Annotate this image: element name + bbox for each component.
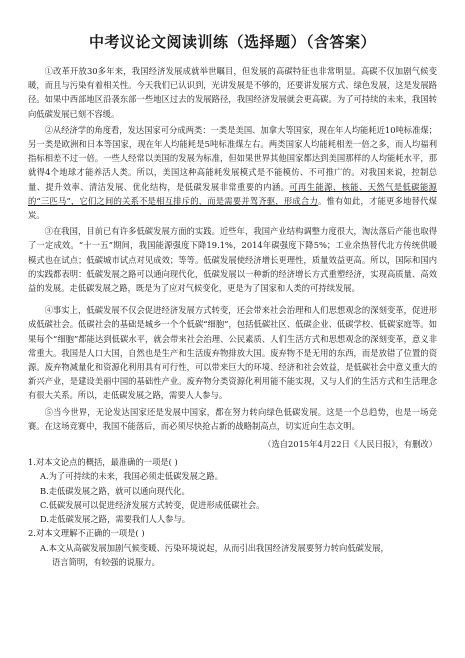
question-1-option-a: A.为了可持续的未来，我国必须走低碳发展之路。	[40, 471, 223, 482]
paragraph-2	[28, 123, 437, 222]
question-1-option-d: D.走低碳发展之路，需要我们人人参与。	[40, 514, 191, 525]
source-citation: （选自2015年4月22日《人民日报》，有删改）	[263, 439, 437, 450]
paragraph-2-text: ②从经济学的角度看，发达国家可分成两类：一类是美国、加拿大等国家，现在年人均能耗近10吨标准煤；另一类是欧洲和日本等国家，现在年人均能耗是5吨标准煤左右。两类国家人均能耗相差一倍之多，而人均福利指标相差不过一倍。一些人经常以美国的发展为标准，但如果世界其他国家都达到美国那样的人均能耗水平，那就得4个地球才能养活人类。所以，美国这种高能耗发展模式是不能模仿、不可推广的。对我国来说，控制总量、提升效率、清洁发展、优化结构，是低碳发展非常重要的内涵。	[28, 124, 437, 192]
question-1-option-b: B.走低碳发展之路，就可以通向现代化。	[40, 485, 190, 496]
question-2-option-a-continued: 语言简明，有较强的说服力。	[52, 556, 160, 567]
document-title: 中考议论文阅读训练（选择题）（含答案）	[88, 33, 376, 51]
question-2-option-a: A.本文从高碳发展加剧气候变暖、污染环境说起，从而引出我国经济发展要努力转向低碳发展，	[40, 542, 389, 553]
paragraph-4: ④事实上，低碳发展不仅会促进经济发展方式转变，还会带来社会治理和人们思想观念的深刻变革，促进形成低碳社会。低碳社会的基础是城乡一个个低碳“细胞”，包括低碳社区、低碳企业、低碳学校、低碳家庭等。如果每个“细胞”都能达到低碳水平，就会带来社会治理、公民素质、人们生活方式和思想观念的深刻变革，意义非常重大。我国是人口大国，自然也是生产和生活废弃物排放大国。废弃物不是无用的东西，而是放错了位置的资源。废弃物减量化和资源化利用具有可行性，可以带来巨大的环境、经济和社会效益，是低碳社会中意义重大的新兴产业，是建设美丽中国的基础性产业。废弃物分类资源化利用能不能实现，又与人们的生活方式和生活理念有很大关系。所以，走低碳发展之路，需要人人参与。	[28, 305, 437, 401]
question-2-stem: 2.对本文理解不正确的一项是( )	[28, 528, 145, 539]
paragraph-3: ③在我国，目前已有许多低碳发展方面的实践。近些年，我国产业结构调整力度很大，淘汰落后产能也取得了一定成效。“十一五”期间，我国能源强度下降19.1%，2014年碳强度下降5%；工业余热替代北方传统供暖模式也在试点；低碳城市试点对见成效；等等。低碳发展使经济增长更理性，质量效益更高。所以，国际和国内的实践都表明：低碳发展之路可以通向现代化，低碳发展以一种新的经济增长方式重塑经济，实现高质量、高效益的发展。走低碳发展之路，既是为了应对气候变化，更是为了国家和人类的可持续发展。	[28, 226, 437, 294]
paragraph-2-underlined: 可再生能源、核能、天然气是低碳能源的“三匹马”，它们之间的关系不是相互排斥的，而是需要并驾齐驱，形成合力	[28, 181, 437, 206]
paragraph-1: ①改革开放30多年来，我国经济发展成就举世瞩目，但发展的高碳特征也非常明显。高碳不仅加剧气候变暖，而且与污染有着相关性。今天我们已认识到，光讲发展是不够的，还要讲发展方式、绿色发展，这是发展路径。如果中西部地区沿袭东部一些地区过去的发展路径，我国经济发展就会更高碳。为了可持续的未来，我国转向低碳发展已刻不容缓。	[28, 66, 437, 119]
question-1-option-c: C.低碳发展可以促进经济发展方式转变，促进形成低碳社会。	[40, 499, 265, 510]
paragraph-2-tail: 。惟有如此，才能更多地替代煤炭。	[28, 195, 437, 221]
paragraph-5: ⑤当今世界，无论发达国家还是发展中国家，都在努力转向绿色低碳发展。这是一个总趋势，也是一场竞赛。在这场竞赛中，我国不能落后，而必须尽快抢占新的战略制高点，切实近向生态文明。	[28, 406, 437, 431]
question-1-stem: 1.对本文论点的概括，最准确的一项是( )	[28, 457, 178, 468]
